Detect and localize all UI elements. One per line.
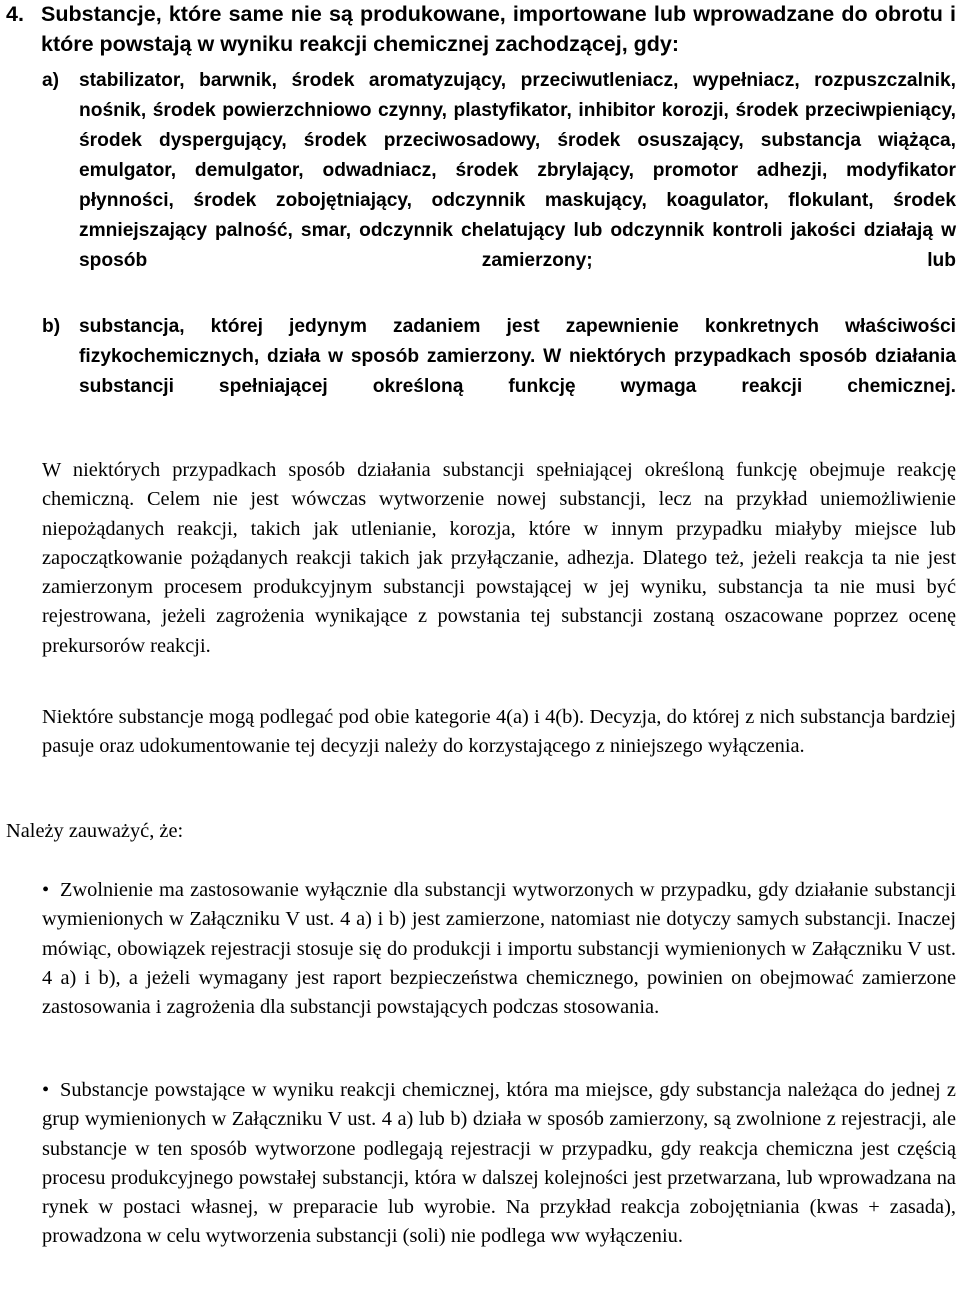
list-item-b — [42, 312, 956, 432]
bullet-text-1: Zwolnienie ma zastosowanie wyłącznie dla substancji wytworzonych w przypadku, gdy działanie substancji wymienionych w Załączniku V ust. 4 a) i b) jest zamierzone, natomiast nie dotyczy samych substancji. Inaczej mówiąc, obowiązek rejestracji stosuje się do produkcji i importu substancji wymienionych w Załączniku V ust. 4 a) i b), a jeżeli wymagany jest raport bezpieczeństwa chemicznego, powinien on obejmować zamierzone zastosowania i zagrożenia dla substancji powstających podczas stosowania. — [42, 879, 956, 1019]
list-marker-b: b) — [42, 316, 61, 337]
section-heading-text: Substancje, które same nie są produkowane, importowane lub wprowadzane do obrotu i które powstają w wyniku reakcji chemicznej zachodzącej, gdy: — [41, 2, 956, 56]
list-item-a — [42, 66, 956, 306]
bullet-icon: • — [42, 1079, 50, 1101]
section-4-heading — [6, 0, 956, 59]
list-item-a-text: stabilizator, barwnik, środek aromatyzujący, przeciwutleniacz, wypełniacz, rozpuszczalnik, nośnik, środek powierzchniowo czynny, plastyfikator, inhibitor korozji, środek przeciwpieniący, środek dyspergujący, środek przeciwosadowy, środek osuszający, substancja wiążąca, emulgator, demulgator, odwadniacz, środek zbrylający, promotor adhezji, modyfikator płynności, środek zobojętniający, odczynnik maskujący, koagulator, flokulant, środek zmniejszający palność, smar, odczynnik chelatujący lub odczynnik kontroli jakości działają w sposób zamierzony; lub — [79, 70, 956, 271]
paragraph-1: W niektórych przypadkach sposób działania substancji spełniającej określoną funkcję obejmuje reakcję chemiczną. Celem nie jest wówczas wytworzenie nowej substancji, lecz na przykład uniemożliwienie niepożądanych reakcji, takich jak utlenianie, korozja, które w innym przypadku miałyby miejsce lub zapoczątkowanie pożądanych reakcji takich jak przyłączanie, adhezja. Dlatego też, jeżeli reakcja ta nie jest zamierzonym procesem produkcyjnym substancji powstającej w jej wyniku, substancja ta nie musi być rejestrowana, jeżeli zagrożenia wynikające z powstania tej substancji zostaną oszacowane poprzez ocenę prekursorów reakcji. — [42, 459, 956, 657]
list-marker-a: a) — [42, 70, 60, 91]
bullet-icon: • — [42, 879, 50, 901]
list-item — [42, 1076, 956, 1252]
bullet-text-2: Substancje powstające w wyniku reakcji chemicznej, która ma miejsce, gdy substancja należąca do jednej z grup wymienionych w Załączniku V ust. 4 a) lub b) działa w sposób zamierzony, są zwolnione z rejestracji, ale substancje w ten sposób wytworzone podlegają rejestracji w przypadku, gdy reakcja chemiczna jest częścią procesu produkcyjnego powstałej substancji, która w dalszej kolejności jest przetwarzana, lub wprowadzana na rynek w postaci własnej, w preparacie lub wyrobie. Na przykład reakcja zobojętniania (kwas + zasada), prowadzona w celu wytworzenia substancji (soli) nie podlega ww wyłączeniu. — [42, 1079, 956, 1248]
list-item — [42, 876, 956, 1022]
notes-label: Należy zauważyć, że: — [6, 820, 184, 842]
paragraph-2: Niektóre substancje mogą podlegać pod obie kategorie 4(a) i 4(b). Decyzja, do której z nich substancja bardziej pasuje oraz udokumentowanie tej decyzji należy do korzystającego z niniejszego wyłączenia. — [42, 706, 956, 758]
list-item-b-text: substancja, której jedynym zadaniem jest zapewnienie konkretnych właściwości fizykochemicznych, działa w sposób zamierzony. W niektórych przypadkach sposób działania substancji spełniającej określoną funkcję wymaga reakcji chemicznej. — [79, 316, 956, 397]
section-number: 4. — [6, 2, 24, 26]
